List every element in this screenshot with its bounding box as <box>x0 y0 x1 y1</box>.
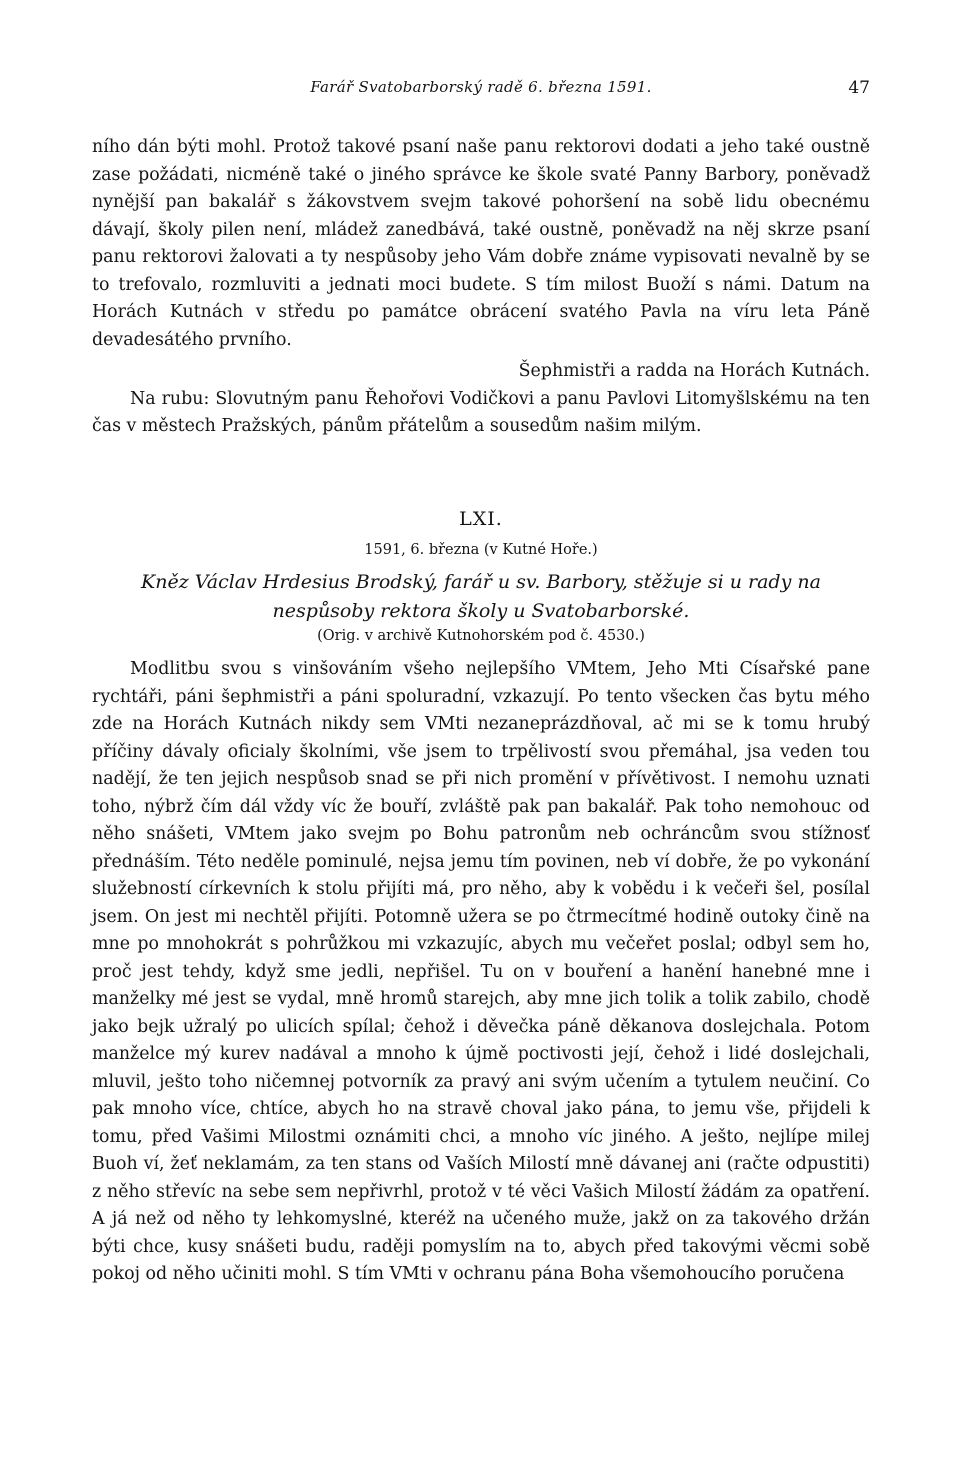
letter-address: Na rubu: Slovutným panu Řehořovi Vodičkovi a panu Pavlovi Litomyšlskému na ten čas v městech Pražských, pánům přátelům a sousedům našim milým. <box>92 388 870 436</box>
document-body-text: Modlitbu svou s vinšováním všeho nejlepšího VMtem, Jeho Mti Císařské pane rychtáři, páni šephmistři a páni spoluradní, vzkazují. Po tento všecken čas bytu mého zde na Horách Kutnách nikdy sem VMti nezaneprázdňoval, ač mi se k tomu hrubý příčiny dávaly oficialy školními, vše jsem to trpělivostí svou přemáhal, jsa veden tou nadějí, že ten jejich nespůsob snad se při nich promění v přívětivost. I nemohu uznati toho, nýbrž čím dál vždy víc že bouří, zvláště pak pan bakalář. Pak toho nemohouc od něho snášeti, VMtem jako svejm po Bohu patronům neb ochráncům svou stížnosť přednáším. Této neděle pominulé, nejsa jemu tím povinen, neb ví dobře, že po vykonání služebností církevních k stolu přijíti má, pro něho, aby k vobědu i k večeři šel, posílal jsem. On jest mi nechtěl přijíti. Potomně užera se po čtrmecítmé hodině outoky čině na mne po mnohokrát s pohrůžkou mi vzkazujíc, abych mu večeřet poslal; odbyl sem ho, proč jest tehdy, když sme jedli, nepřišel. Tu on v bouření a hanění hanebné mne i manželky mé jest se vydal, mně hromů starejch, aby mne jich tolik a tolik zabilo, chodě jako bejk užralý po ulicích spílal; čehož i děvečka páně děkanova doslejchala. Potom manželce mý kurev nadával a mnoho k újmě poctivosti její, čehož i lidé doslejchali, mluvil, ješto toho ničemnej potvorník za pravý ani svým učením a tytulem neučiní. Co pak mnoho více, chtíce, abych ho na stravě choval jako pána, to jemu vše, přijdeli k tomu, před Vašimi Milostmi oznámiti chci, a mnoho víc jiného. A ješto, nejlípe milej Buoh ví, žeť neklamám, za ten stans od Vaších Milostí mně dávanej ani (račte odpustiti) z něho střevíc na sebe sem nepřivrhl, protož v té věci Vašich Milostí žádám za opatření. A já než od něho ty lehkomyslné, kteréž na učeného muže, jakž on za takového držán býti chce, kusy snášeti budu, raději pomyslím na to, abych před takovými věcmi sobě pokoj od něho učiniti mohl. S tím VMti v ochranu pána Boha všemohoucího poručena <box>92 659 870 1284</box>
running-head-title: Farář Svatobarborský radě 6. března 1591. <box>310 78 652 96</box>
running-head <box>92 78 870 108</box>
continued-letter <box>92 134 870 441</box>
document-source: (Orig. v archivě Kutnohorském pod č. 4530.) <box>317 628 645 644</box>
letter-signature: Šephmistři a radda na Horách Kutnách. <box>518 361 870 381</box>
document-body <box>92 656 870 1289</box>
letter-body: ního dán býti mohl. Protož takové psaní naše panu rektorovi dodati a jeho také oustně zase požádati, nicméně také o jiného správce ke škole svaté Panny Barbory, poněvadž nynější pan bakalář s žákovstvem svejm takové pohoršení na sobě lidu obecnému dávají, školy pilen není, mládež zanedbává, také oustně, poněvadž na něj skrze psaní panu rektorovi žalovati a ty nespůsoby jeho Vám dobře známe vypisovati nevalně by se to trefovalo, rozmluviti a jednati moci budete. S tím milost Buoží s námi. Datum na Horách Kutnách v středu po památce obrácení svatého Pavla na víru leta Páně devadesátého prvního. <box>92 137 870 350</box>
document-heading: Kněz Václav Hrdesius Brodský, farář u sv. Barbory, stěžuje si u rady na nespůsoby rektora školy u Svatobarborské. <box>141 571 821 622</box>
page-number: 47 <box>848 78 870 98</box>
document-number: LXI. <box>459 508 503 530</box>
document-date: 1591, 6. března (v Kutné Hoře.) <box>364 542 598 558</box>
